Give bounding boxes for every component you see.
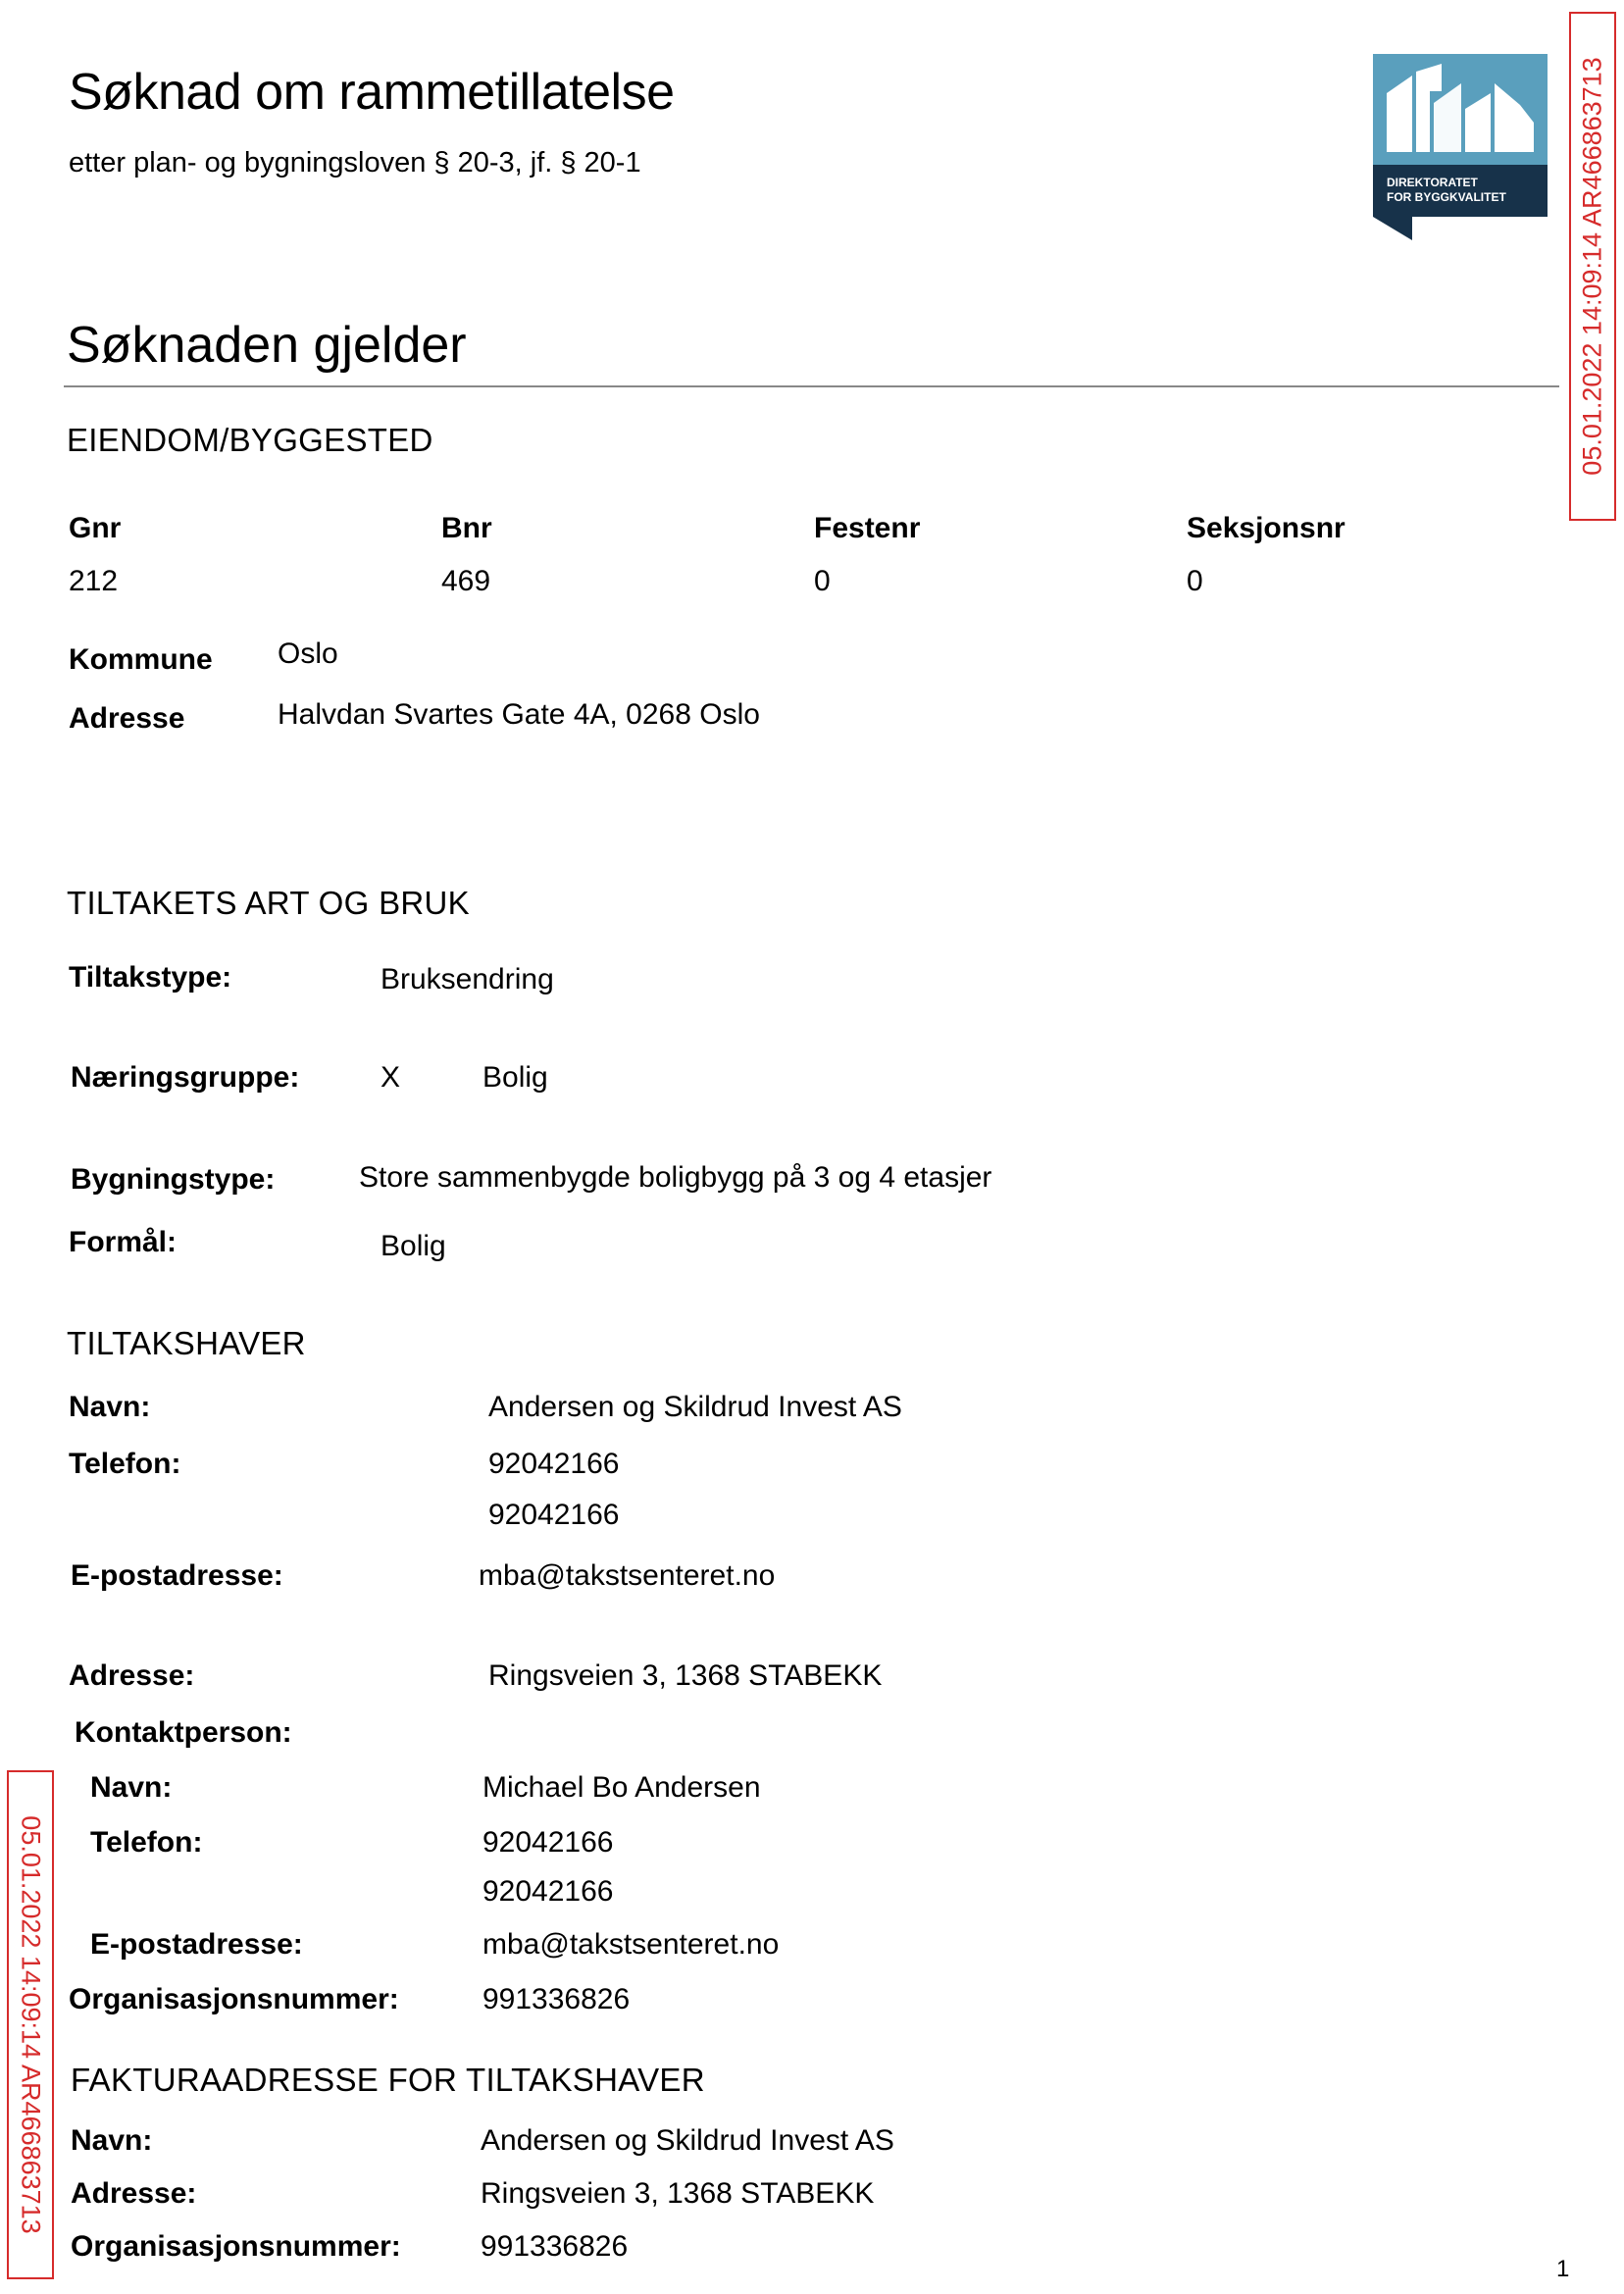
tiltakstype-value: Bruksendring	[381, 963, 554, 995]
tiltakshaver-navn-value: Andersen og Skildrud Invest AS	[488, 1391, 902, 1423]
faktura-heading: FAKTURAADRESSE FOR TILTAKSHAVER	[71, 2062, 705, 2098]
faktura-adresse-value: Ringsveien 3, 1368 STABEKK	[481, 2177, 875, 2210]
tiltakshaver-telefon-value-1: 92042166	[488, 1448, 620, 1480]
organisasjonsnummer-label: Organisasjonsnummer:	[69, 1983, 399, 2015]
dibk-logo	[1373, 54, 1548, 240]
naeringsgruppe-label: Næringsgruppe:	[71, 1061, 300, 1094]
kommune-label: Kommune	[69, 643, 213, 676]
tiltakshaver-navn-label: Navn:	[69, 1391, 151, 1423]
gnr-label: Gnr	[69, 512, 122, 544]
kontaktperson-label: Kontaktperson:	[75, 1716, 292, 1749]
faktura-navn-label: Navn:	[71, 2124, 153, 2157]
bnr-value: 469	[441, 565, 491, 597]
festenr-label: Festenr	[814, 512, 921, 544]
building-logo-icon	[1373, 54, 1548, 240]
festenr-value: 0	[814, 565, 831, 597]
kontakt-telefon-label: Telefon:	[90, 1826, 203, 1859]
tiltakshaver-telefon-label: Telefon:	[69, 1448, 181, 1480]
archive-stamp-left	[7, 1770, 54, 2279]
gnr-value: 212	[69, 565, 119, 597]
tiltakstype-label: Tiltakstype:	[69, 961, 232, 994]
page-number: 1	[1556, 2256, 1570, 2282]
faktura-org-label: Organisasjonsnummer:	[71, 2230, 401, 2263]
document-title: Søknad om rammetillatelse	[69, 64, 675, 121]
eiendom-heading: EIENDOM/BYGGESTED	[67, 422, 433, 458]
naeringsgruppe-code: X	[381, 1061, 401, 1094]
kontakt-epost-label: E-postadresse:	[90, 1928, 303, 1961]
seksjonsnr-value: 0	[1187, 565, 1203, 597]
tiltakshaver-adresse-label: Adresse:	[69, 1659, 195, 1692]
organisasjonsnummer-value: 991336826	[482, 1983, 631, 2015]
stamp-text: 05.01.2022 14:09:14 AR466863713	[1577, 57, 1607, 476]
seksjonsnr-label: Seksjonsnr	[1187, 512, 1345, 544]
naeringsgruppe-value: Bolig	[482, 1061, 548, 1094]
bygningstype-label: Bygningstype:	[71, 1163, 276, 1196]
tiltakshaver-epost-value: mba@takstsenteret.no	[479, 1559, 776, 1592]
tiltak-heading: TILTAKETS ART OG BRUK	[67, 885, 470, 921]
kontakt-epost-value: mba@takstsenteret.no	[482, 1928, 780, 1961]
adresse-label: Adresse	[69, 702, 185, 735]
kontakt-navn-label: Navn:	[90, 1771, 173, 1804]
bygningstype-value: Store sammenbygde boligbygg på 3 og 4 etasjer	[359, 1161, 992, 1194]
logo-line1: DIREKTORATET	[1387, 176, 1478, 189]
adresse-value: Halvdan Svartes Gate 4A, 0268 Oslo	[278, 698, 760, 731]
tiltakshaver-epost-label: E-postadresse:	[71, 1559, 283, 1592]
formal-label: Formål:	[69, 1226, 178, 1258]
section-divider	[64, 385, 1559, 387]
kommune-value: Oslo	[278, 637, 338, 670]
kontakt-navn-value: Michael Bo Andersen	[482, 1771, 761, 1804]
stamp-text: 05.01.2022 14:09:14 AR466863713	[16, 1815, 46, 2234]
faktura-adresse-label: Adresse:	[71, 2177, 197, 2210]
kontakt-telefon-value-1: 92042166	[482, 1826, 614, 1859]
section-title: Søknaden gjelder	[67, 317, 467, 374]
tiltakshaver-heading: TILTAKSHAVER	[67, 1325, 306, 1361]
faktura-navn-value: Andersen og Skildrud Invest AS	[481, 2124, 894, 2157]
bnr-label: Bnr	[441, 512, 492, 544]
tiltakshaver-adresse-value: Ringsveien 3, 1368 STABEKK	[488, 1659, 883, 1692]
kontakt-telefon-value-2: 92042166	[482, 1875, 614, 1908]
tiltakshaver-telefon-value-2: 92042166	[488, 1499, 620, 1531]
document-subtitle: etter plan- og bygningsloven § 20-3, jf. § 20-1	[69, 147, 641, 178]
archive-stamp-right	[1569, 12, 1616, 521]
faktura-org-value: 991336826	[481, 2230, 629, 2263]
formal-value: Bolig	[381, 1230, 446, 1262]
logo-line2: FOR BYGGKVALITET	[1387, 190, 1506, 204]
